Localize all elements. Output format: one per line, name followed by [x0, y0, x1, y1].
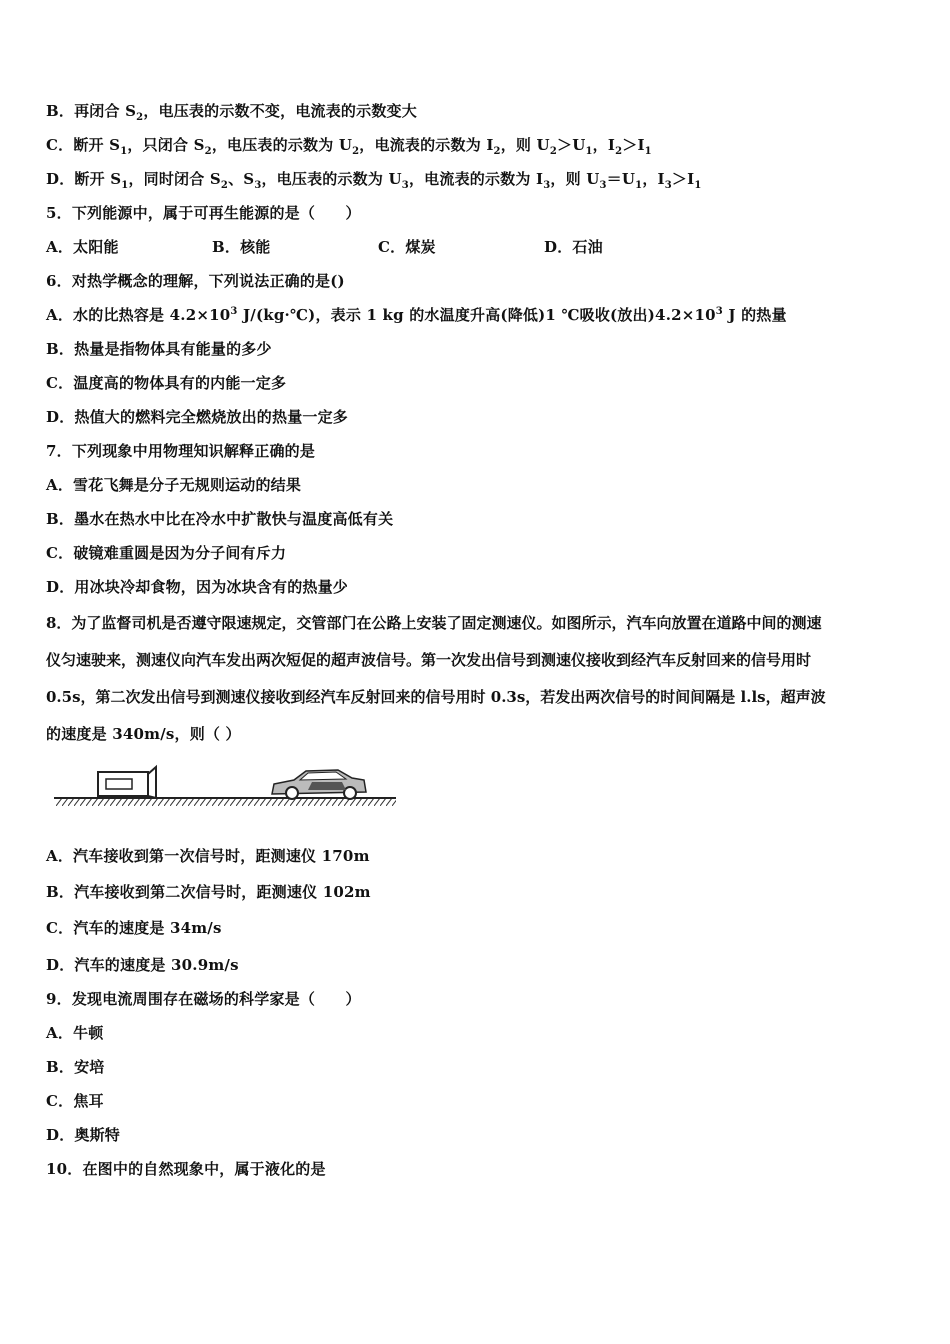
q7-option-d: D．用冰块冷却食物，因为冰块含有的热量少 [46, 578, 349, 596]
q6-stem: 6．对热学概念的理解，下列说法正确的是() [46, 272, 345, 290]
q5-option-b: B．核能 [212, 238, 271, 256]
speed-radar-figure [50, 758, 400, 813]
q5-option-a: A．太阳能 [46, 238, 119, 256]
road-hatching [56, 798, 396, 806]
q4-option-c: C．断开 $S_1$，只闭合 $S_2$，电压表的示数为 $U_2$，电流表的示数为 $I_2$，则 $U_2>U_1$，$I_2>I_1$ [46, 136, 652, 157]
q8-option-c: C．汽车的速度是 34m/s [46, 919, 222, 937]
q8-option-a: A．汽车接收到第一次信号时，距测速仪 170m [46, 847, 370, 865]
q8-stem-line-2: 仪匀速驶来，测速仪向汽车发出两次短促的超声波信号。第一次发出信号到测速仪接收到经汽车反射回来的信号用时 [46, 651, 812, 669]
q9-option-d: D．奥斯特 [46, 1126, 121, 1144]
q4-option-b: B．再闭合 $S_2$，电压表的示数不变，电流表的示数变大 [46, 102, 417, 123]
q9-option-b: B．安培 [46, 1058, 105, 1076]
q8-option-b: B．汽车接收到第二次信号时，距测速仪 102m [46, 883, 371, 901]
speed-gun-icon [98, 767, 156, 798]
q8-stem-line-4: 的速度是 340m/s，则（ ） [46, 725, 241, 743]
q7-option-c: C．破镜难重圆是因为分子间有斥力 [46, 544, 287, 562]
q6-option-a: A．水的比热容是 $4.2\times 10^3$ J/(kg·℃)，表示 1 kg 的水温度升高(降低)1 ℃吸收(放出)$4.2\times 10^3$ J 的热量 [46, 306, 787, 324]
q6-option-c: C．温度高的物体具有的内能一定多 [46, 374, 287, 392]
q7-stem: 7．下列现象中用物理知识解释正确的是 [46, 442, 316, 460]
q8-stem-line-3: 0.5s，第二次发出信号到测速仪接收到经汽车反射回来的信号用时 0.3s，若发出两次信号的时间间隔是 l.ls，超声波 [46, 688, 826, 706]
q8-stem-line-1: 8．为了监督司机是否遵守限速规定，交管部门在公路上安装了固定测速仪。如图所示，汽车向放置在道路中间的测速 [46, 614, 822, 632]
q7-option-b: B．墨水在热水中比在冷水中扩散快与温度高低有关 [46, 510, 394, 528]
car-icon [272, 770, 366, 799]
q9-option-c: C．焦耳 [46, 1092, 104, 1110]
q9-option-a: A．牛顿 [46, 1024, 104, 1042]
q5-option-d: D．石油 [544, 238, 603, 256]
q10-stem: 10．在图中的自然现象中，属于液化的是 [46, 1160, 326, 1178]
q6-option-d: D．热值大的燃料完全燃烧放出的热量一定多 [46, 408, 349, 426]
q5-option-c: C．煤炭 [378, 238, 436, 256]
q6-option-b: B．热量是指物体具有能量的多少 [46, 340, 272, 358]
q7-option-a: A．雪花飞舞是分子无规则运动的结果 [46, 476, 302, 494]
q5-stem: 5．下列能源中，属于可再生能源的是（ ） [46, 204, 361, 222]
q5-options [46, 237, 603, 257]
q8-option-d: D．汽车的速度是 30.9m/s [46, 956, 239, 974]
q4-option-d: D．断开 $S_1$，同时闭合 $S_2$、$S_3$，电压表的示数为 $U_3$，电流表的示数为 $I_3$，则 $U_3=U_1$，$I_3>I_1$ [46, 170, 702, 191]
q9-stem: 9．发现电流周围存在磁场的科学家是（ ） [46, 990, 361, 1008]
